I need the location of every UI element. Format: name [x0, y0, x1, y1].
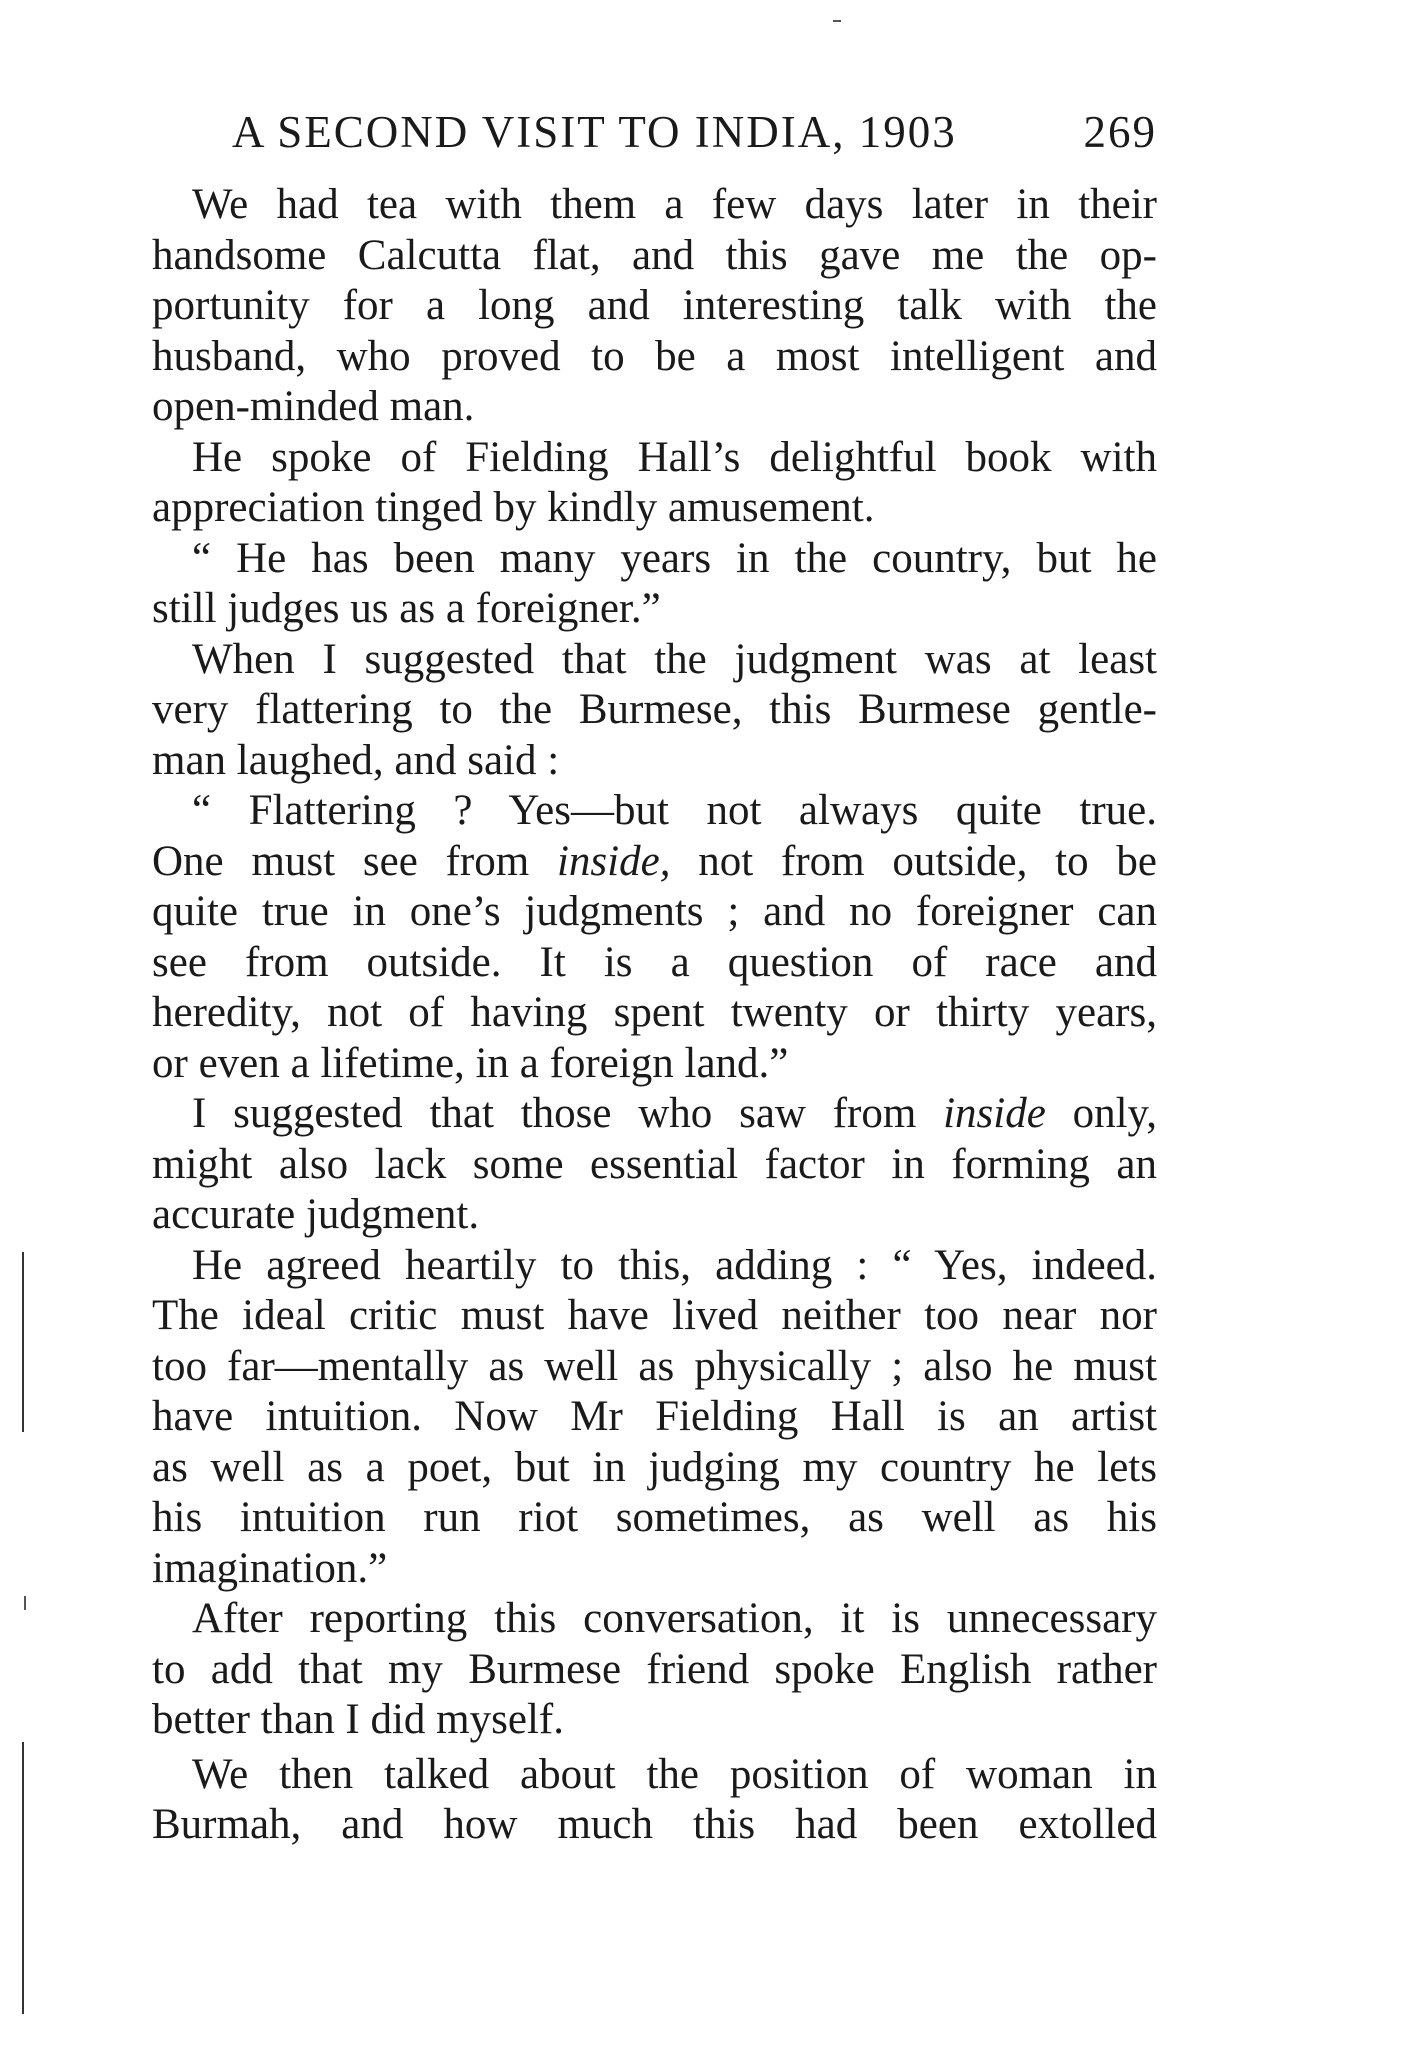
- text-line: better than I did myself.: [152, 1696, 564, 1743]
- text-line: [152, 1089, 1157, 1140]
- scan-speck: [24, 1596, 26, 1610]
- text-line: We then talked about the position of woman in: [192, 1750, 1157, 1798]
- text-segment: One must see from: [152, 837, 530, 885]
- text-line: still judges us as a foreigner.”: [152, 585, 661, 632]
- text-line: very flattering to the Burmese, this Burmese gentle-: [152, 686, 1157, 733]
- scan-margin-line: [22, 1742, 24, 2014]
- text-line: as well as a poet, but in judging my country he lets: [152, 1443, 1157, 1491]
- text-line: We had tea with them a few days later in their: [192, 181, 1157, 228]
- text-line: He spoke of Fielding Hall’s delightful book with: [192, 433, 1157, 481]
- text-line: imagination.”: [152, 1544, 388, 1592]
- page-number: 269: [1083, 107, 1157, 157]
- text-line: have intuition. Now Mr Fielding Hall is an artist: [152, 1393, 1157, 1440]
- text-line: The ideal critic must have lived neither too near nor: [152, 1292, 1157, 1339]
- text-line: too far—mentally as well as physically ; also he must: [152, 1342, 1157, 1390]
- text-line: appreciation tinged by kindly amusement.: [152, 484, 875, 531]
- text-segment: only,: [1072, 1090, 1158, 1137]
- scan-speck: [833, 20, 841, 22]
- text-line: Burmah, and how much this had been extolled: [152, 1801, 1157, 1848]
- text-line: open-minded man.: [152, 383, 475, 430]
- text-line: accurate judgment.: [152, 1191, 480, 1238]
- italic-emphasis: inside: [943, 1090, 1046, 1137]
- text-line: He agreed heartily to this, adding : “ Yes, indeed.: [192, 1241, 1157, 1289]
- text-line: or even a lifetime, in a foreign land.”: [152, 1039, 789, 1087]
- text-line: portunity for a long and interesting talk with the: [152, 282, 1157, 329]
- text-line: “ Flattering ? Yes—but not always quite true.: [192, 787, 1157, 834]
- text-line: see from outside. It is a question of race and: [152, 938, 1157, 986]
- text-line: [152, 837, 1157, 888]
- text-line: husband, who proved to be a most intelligent and: [152, 332, 1157, 380]
- text-line: quite true in one’s judgments ; and no foreigner can: [152, 888, 1157, 935]
- text-line: heredity, not of having spent twenty or thirty years,: [152, 989, 1157, 1036]
- text-line: to add that my Burmese friend spoke English rather: [152, 1645, 1157, 1693]
- body-text: [152, 180, 1157, 1851]
- text-line: might also lack some essential factor in forming an: [152, 1140, 1157, 1188]
- text-segment: not from outside, to be: [698, 837, 1158, 885]
- running-head: [232, 102, 1157, 162]
- text-line: man laughed, and said :: [152, 736, 560, 784]
- text-segment: I suggested that those who saw from: [192, 1090, 917, 1137]
- running-head-title: A SECOND VISIT TO INDIA, 1903: [232, 107, 957, 157]
- text-line: his intuition run riot sometimes, as well as his: [152, 1494, 1157, 1541]
- text-line: handsome Calcutta flat, and this gave me the op-: [152, 231, 1157, 279]
- italic-emphasis: inside,: [556, 837, 671, 885]
- scan-margin-line: [22, 1252, 24, 1432]
- text-line: When I suggested that the judgment was at least: [192, 635, 1157, 683]
- text-line: “ He has been many years in the country, but he: [192, 534, 1157, 582]
- text-line: After reporting this conversation, it is unnecessary: [192, 1595, 1157, 1642]
